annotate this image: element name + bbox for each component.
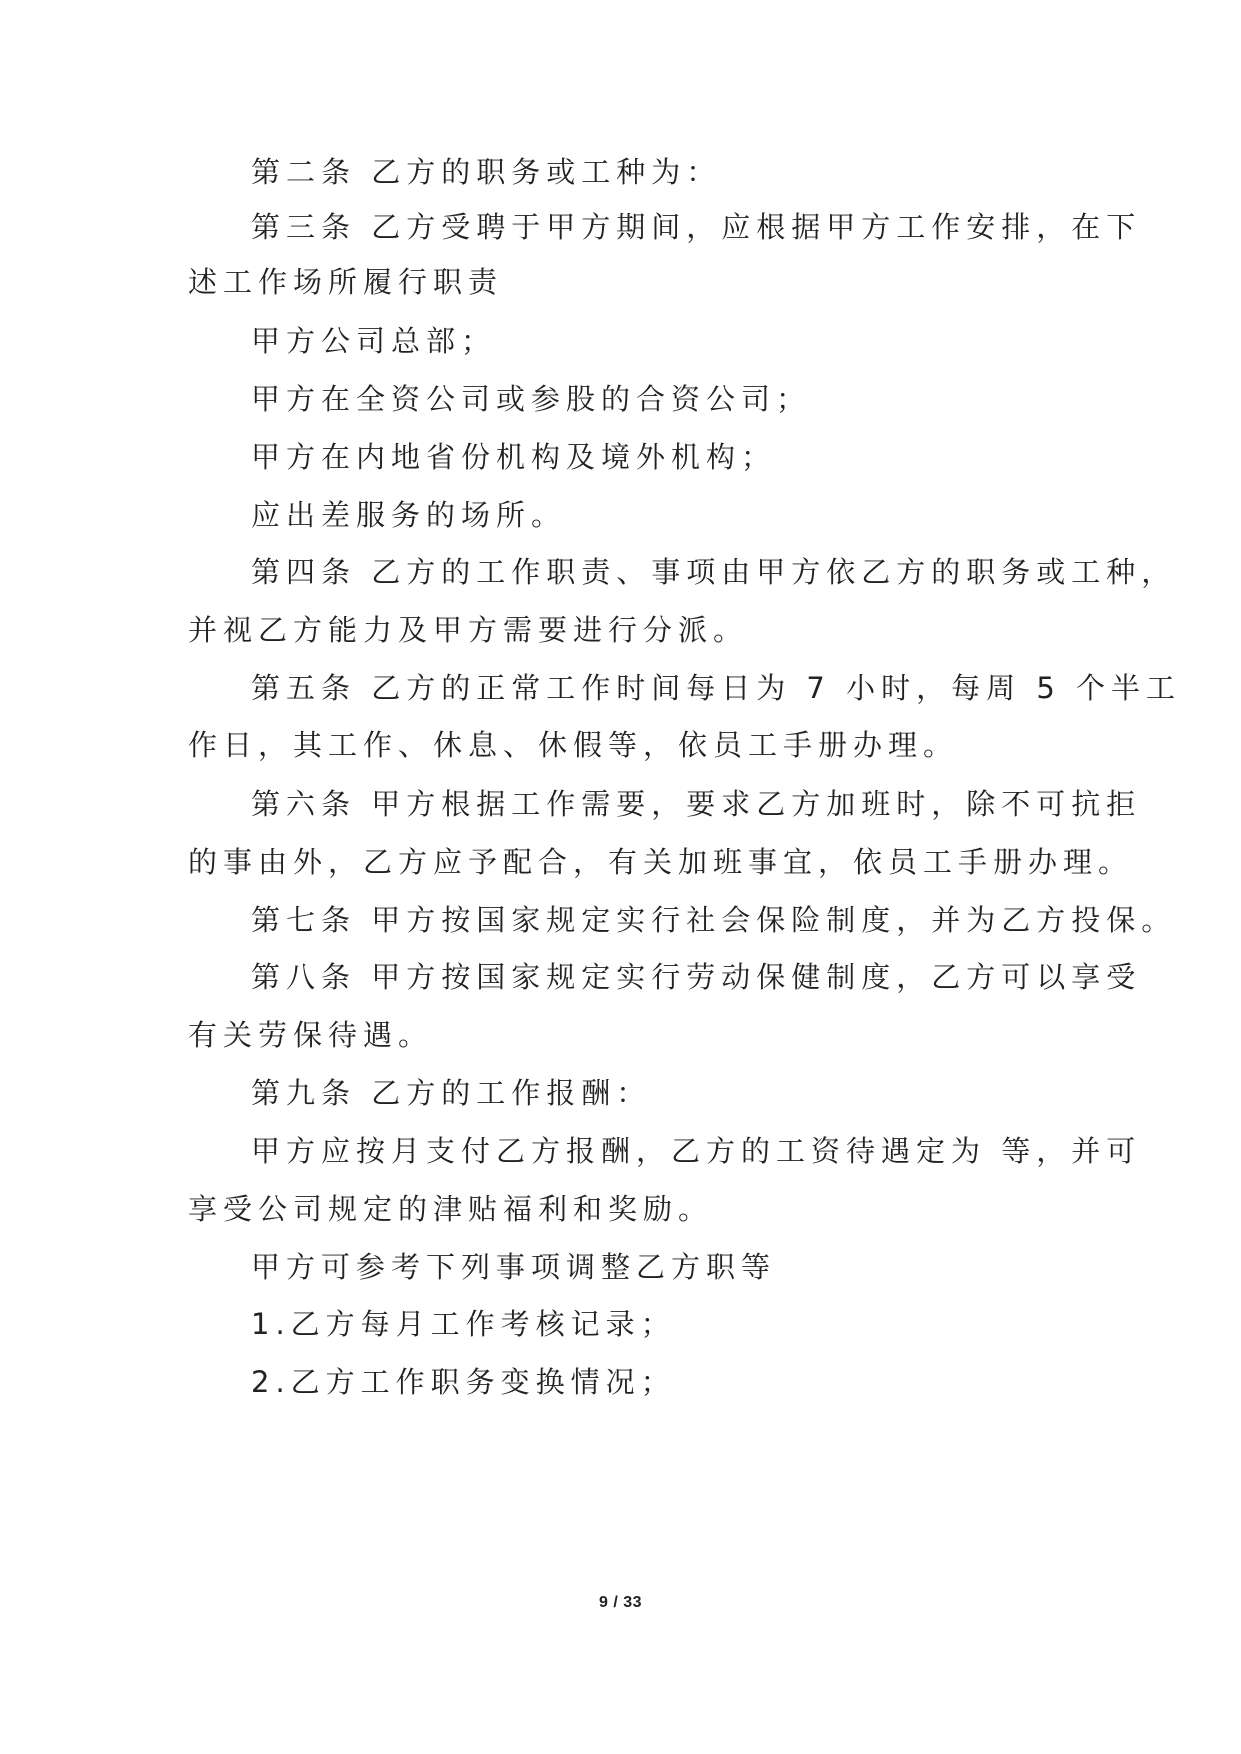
article-6-line-1: 第六条 甲方根据工作需要，要求乙方加班时，除不可抗拒 [251, 787, 1142, 821]
adjustment-intro: 甲方可参考下列事项调整乙方职等 [251, 1250, 777, 1284]
article-5-line-1: 第五条 乙方的正常工作时间每日为 7 小时，每周 5 个半工 [251, 671, 1181, 705]
workplace-item-2: 甲方在全资公司或参股的合资公司； [251, 382, 812, 416]
workplace-item-4: 应出差服务的场所。 [251, 498, 567, 532]
article-3-line-2: 述工作场所履行职责 [188, 265, 504, 299]
page-number: 9 / 33 [598, 1594, 643, 1611]
article-4-line-2: 并视乙方能力及甲方需要进行分派。 [188, 613, 749, 647]
article-2-line: 第二条 乙方的职务或工种为： [251, 155, 722, 189]
article-7-line: 第七条 甲方按国家规定实行社会保险制度，并为乙方投保。 [251, 903, 1177, 937]
adjustment-item-1: 1.乙方每月工作考核记录； [251, 1307, 676, 1341]
article-8-line-2: 有关劳保待遇。 [188, 1018, 434, 1052]
article-6-line-2: 的事由外，乙方应予配合，有关加班事宜，依员工手册办理。 [188, 845, 1134, 879]
article-9-line: 第九条 乙方的工作报酬： [251, 1076, 652, 1110]
article-8-line-1: 第八条 甲方按国家规定实行劳动保健制度，乙方可以享受 [251, 960, 1142, 994]
adjustment-item-2: 2.乙方工作职务变换情况； [251, 1365, 676, 1399]
workplace-item-1: 甲方公司总部； [251, 324, 497, 358]
article-4-line-1: 第四条 乙方的工作职责、事项由甲方依乙方的职务或工种， [251, 555, 1177, 589]
article-3-line-1: 第三条 乙方受聘于甲方期间，应根据甲方工作安排，在下 [251, 210, 1142, 244]
article-5-line-2: 作日，其工作、休息、休假等，依员工手册办理。 [188, 728, 959, 762]
workplace-item-3: 甲方在内地省份机构及境外机构； [251, 440, 777, 474]
salary-line-2: 享受公司规定的津贴福利和奖励。 [188, 1192, 714, 1226]
salary-line-1: 甲方应按月支付乙方报酬，乙方的工资待遇定为 等，并可 [251, 1134, 1142, 1168]
